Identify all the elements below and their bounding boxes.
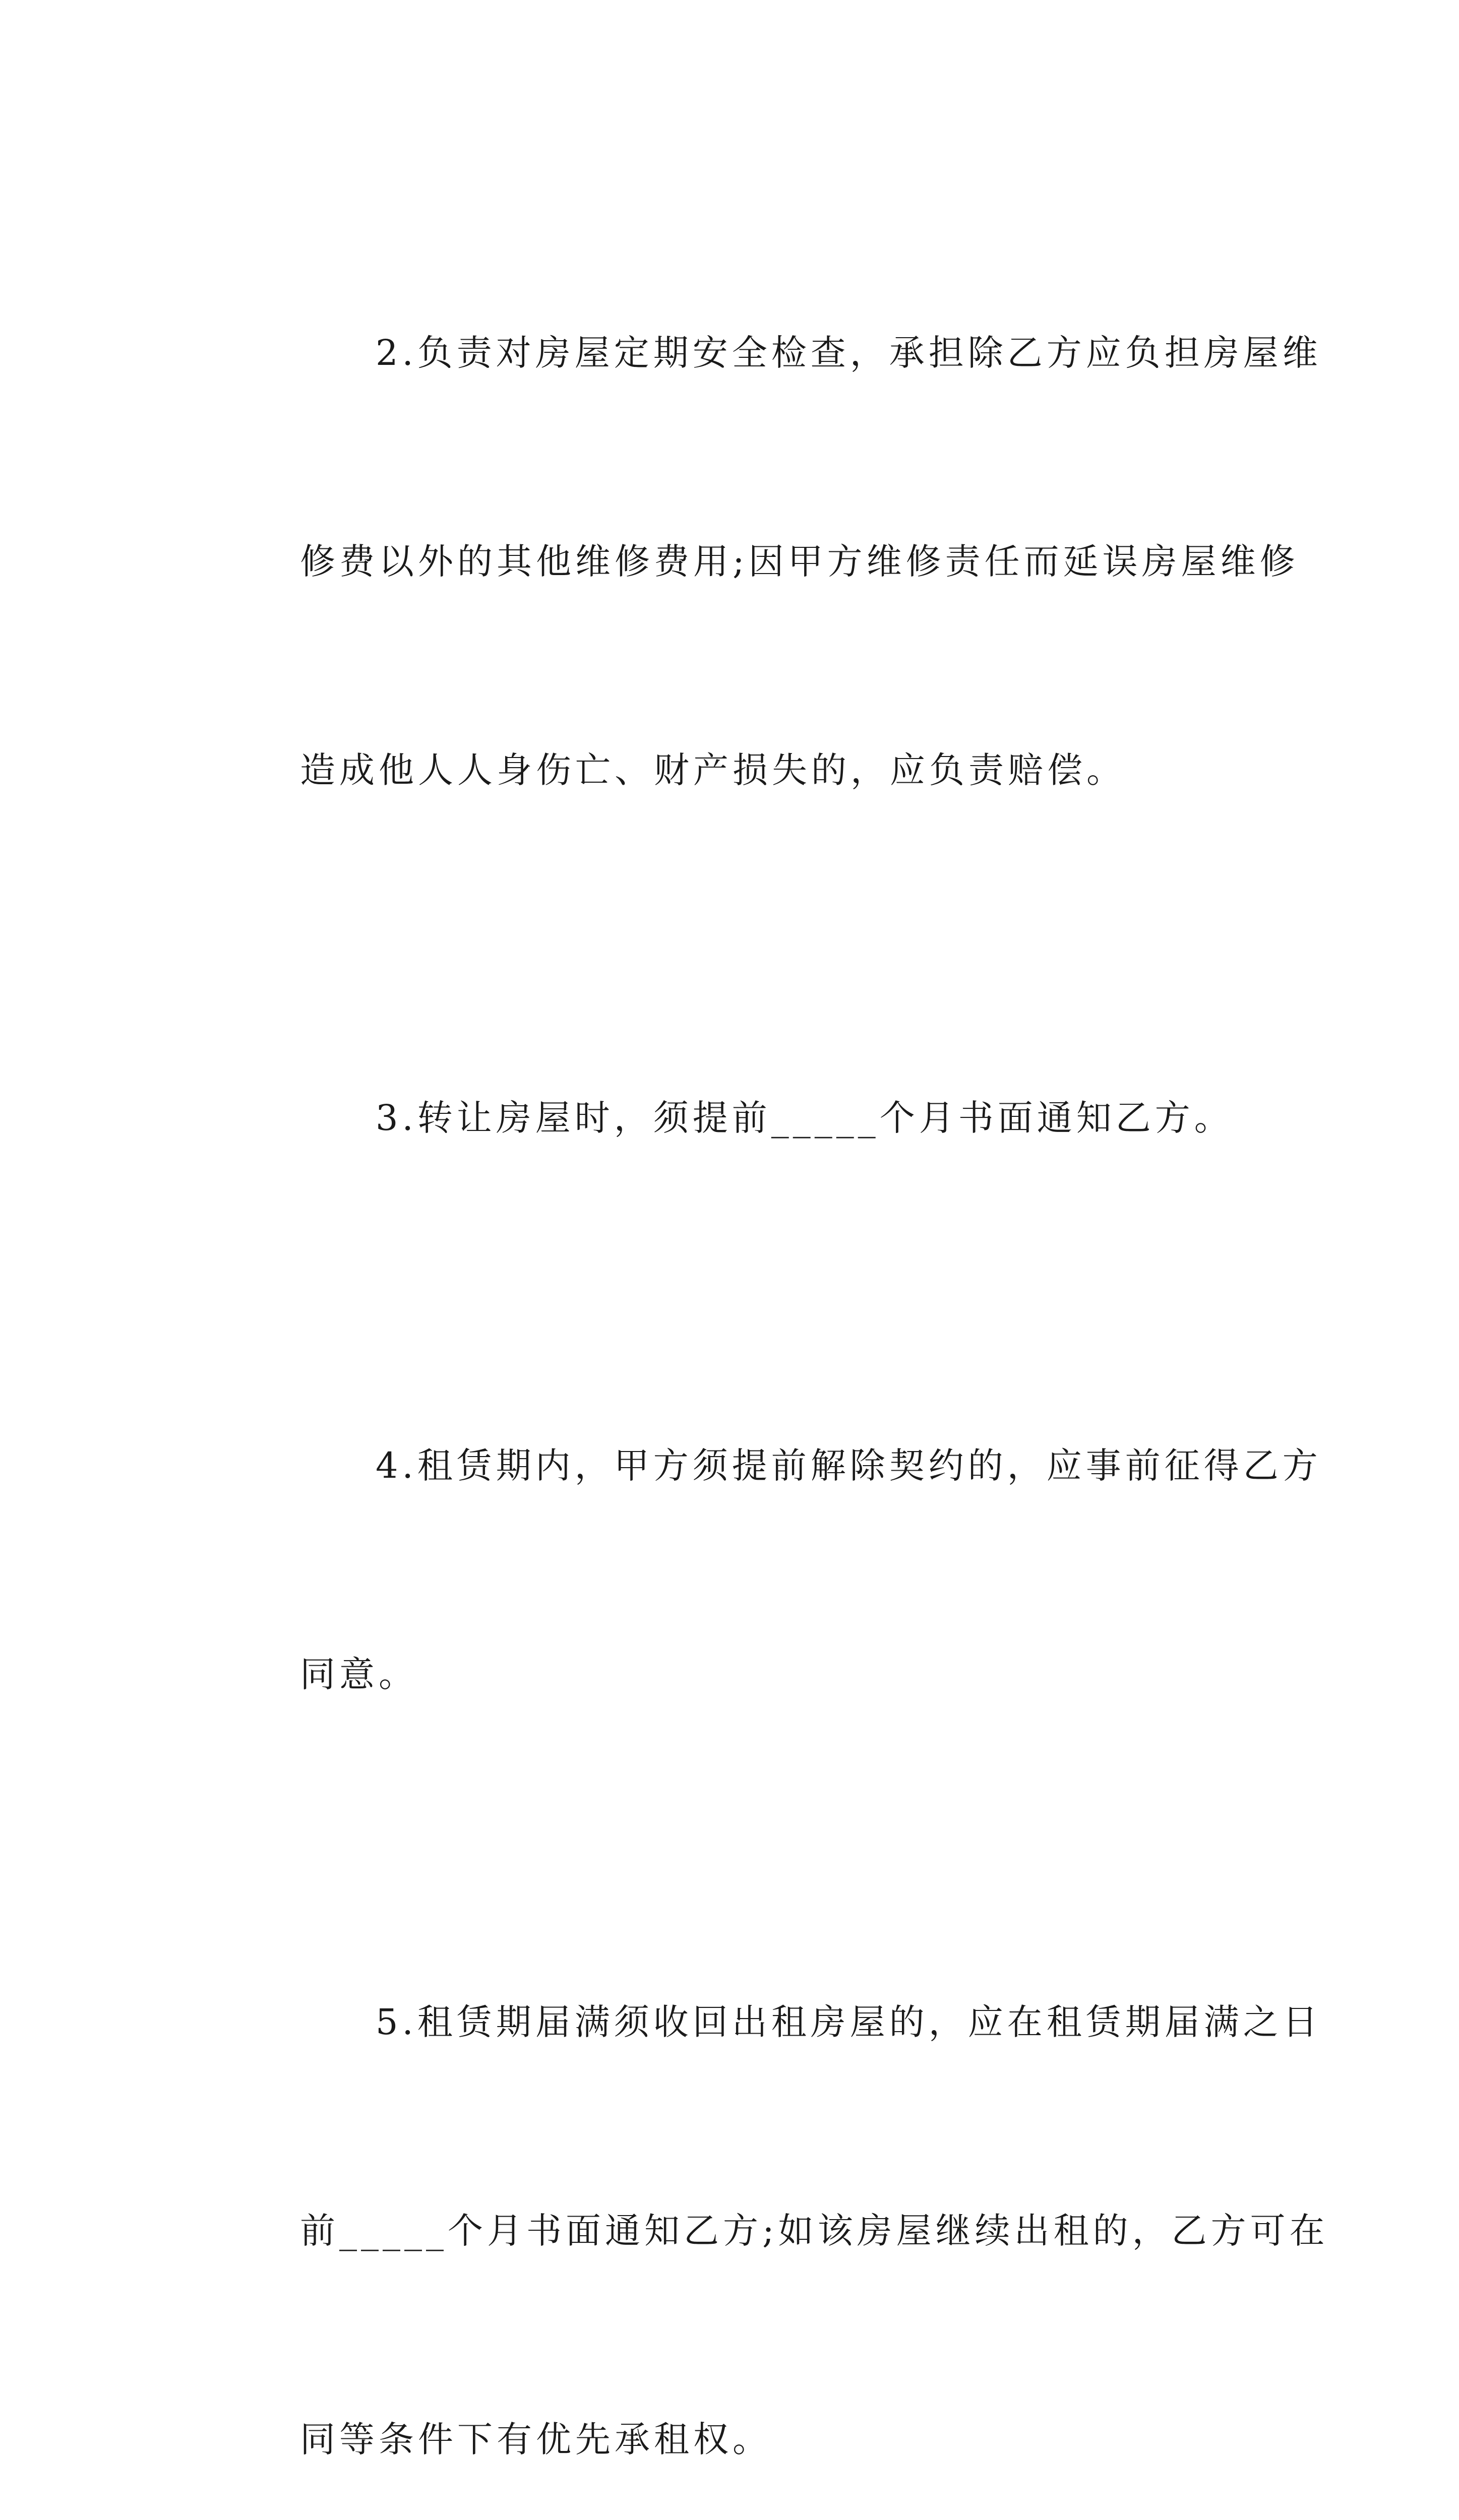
paragraph-landlord-duty-5 bbox=[224, 1848, 1329, 2520]
paragraph-landlord-duty-3 bbox=[224, 944, 1258, 1292]
text-line: 同意。 bbox=[300, 1654, 418, 1695]
paragraph-landlord-duty-2 bbox=[224, 179, 1322, 944]
text-line: 4.租赁期内，甲方须提前解除契约的，应事前征得乙方 bbox=[376, 1445, 1322, 1486]
text-line: 3.转让房屋时，须提前_____个月书面通知乙方。 bbox=[376, 1097, 1234, 1139]
text-line: 造成他人人身伤亡、财产损失的，应负责赔偿。 bbox=[300, 749, 1126, 791]
text-line: 前_____个月书面通知乙方;如该房屋继续出租的，乙方可在 bbox=[300, 2210, 1329, 2251]
paragraph-landlord-duty-4 bbox=[224, 1292, 1322, 1848]
text-line: 5.租赁期届满须收回出租房屋的，应在租赁期届满之日 bbox=[376, 2001, 1322, 2043]
text-line: 2.负责对房屋定期安全检查，承担除乙方应负担房屋维 bbox=[376, 332, 1322, 373]
text-line: 修费以外的其他维修费用;因甲方维修责任而延误房屋维修 bbox=[300, 541, 1299, 582]
text-line: 同等条件下有优先承租权。 bbox=[300, 2419, 772, 2460]
document-body bbox=[224, 179, 1329, 2520]
